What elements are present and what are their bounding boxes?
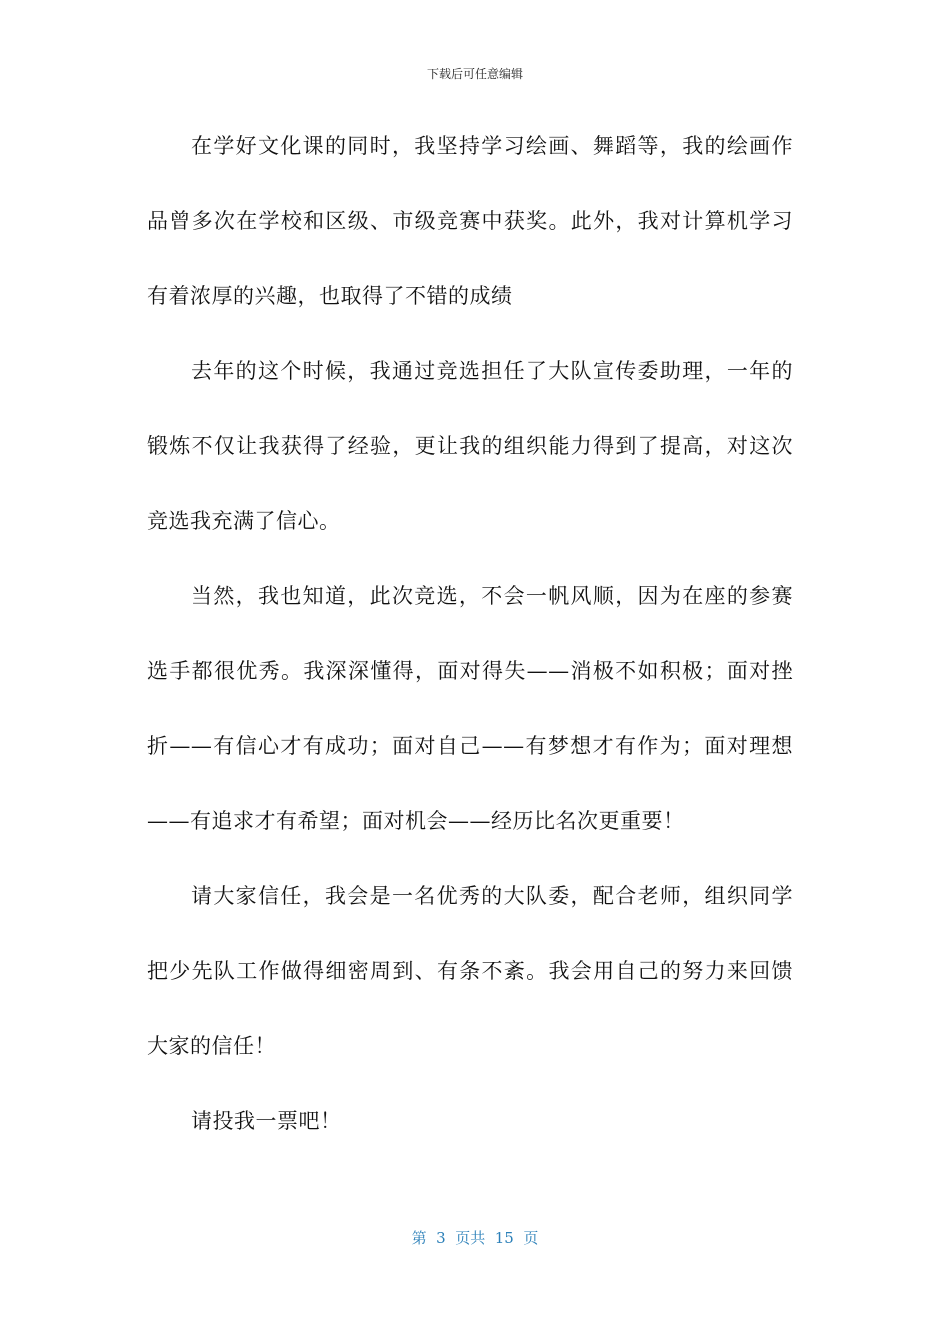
paragraph-2-line-2: 锻炼不仅让我获得了经验，更让我的组织能力得到了提高，对这次	[147, 434, 793, 458]
paragraph-5-line-1: 请投我一票吧！	[191, 1109, 342, 1133]
paragraph-4-line-2: 把少先队工作做得细密周到、有条不紊。我会用自己的努力来回馈	[147, 959, 793, 983]
document-body	[147, 122, 793, 1172]
paragraph-2-line-1: 去年的这个时候，我通过竞选担任了大队宣传委助理，一年的	[191, 359, 793, 383]
paragraph-4-line-1: 请大家信任，我会是一名优秀的大队委，配合老师，组织同学	[191, 884, 793, 908]
paragraph-3-line-2: 选手都很优秀。我深深懂得，面对得失——消极不如积极；面对挫	[147, 659, 793, 683]
page-footer: 第 3 页共 15 页	[411, 1229, 539, 1247]
paragraph-1-line-1: 在学好文化课的同时，我坚持学习绘画、舞蹈等，我的绘画作	[191, 134, 793, 158]
paragraph-3-line-3: 折——有信心才有成功；面对自己——有梦想才有作为；面对理想	[147, 734, 793, 758]
paragraph-3-line-1: 当然，我也知道，此次竞选，不会一帆风顺，因为在座的参赛	[191, 584, 793, 608]
paragraph-1-line-3: 有着浓厚的兴趣，也取得了不错的成绩	[147, 284, 513, 308]
paragraph-4-line-3: 大家的信任！	[147, 1034, 276, 1058]
page-header: 下载后可任意编辑	[426, 67, 523, 81]
paragraph-1-line-2: 品曾多次在学校和区级、市级竞赛中获奖。此外，我对计算机学习	[147, 209, 793, 233]
paragraph-2-line-3: 竞选我充满了信心。	[147, 509, 341, 533]
paragraph-3-line-4: ——有追求才有希望；面对机会——经历比名次更重要！	[147, 809, 685, 833]
